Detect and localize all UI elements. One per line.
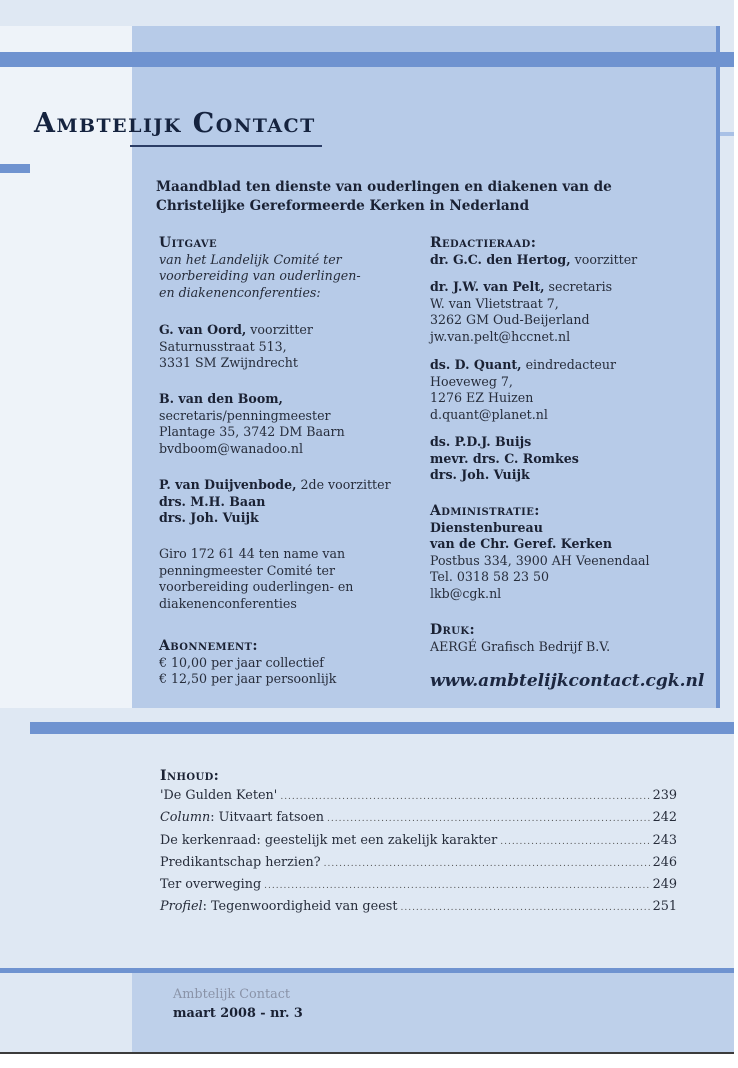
contact-name: G. van Oord, [159,322,247,337]
abonnement-heading: Abonnement: [159,638,258,654]
toc-page-number: 243 [652,832,677,848]
contact-van-pelt [430,279,710,345]
toc-item[interactable] [160,833,677,855]
toc-item-prefix: Profiel [160,899,203,915]
toc-leader-dots [280,792,649,802]
uitgave-intro-line: van het Landelijk Comité ter [159,251,342,267]
toc-item-prefix: Column [160,810,211,826]
contact-name: dr. G.C. den Hertog, [430,251,571,267]
toc-page-number: 246 [652,854,677,870]
member-name: mevr. drs. C. Romkes [430,450,579,466]
member-name: drs. Joh. Vuijk [159,510,259,525]
address-line: 3331 SM Zwijndrecht [159,355,298,370]
toc-item[interactable] [160,855,677,877]
giro-line: diakenenconferenties [159,595,297,611]
druk-line: AERGÉ Grafisch Bedrijf B.V. [430,638,611,654]
administratie-name: van de Chr. Geref. Kerken [430,536,613,551]
contact-van-duijvenbode [159,477,409,527]
contact-van-oord [159,322,409,372]
magazine-title: Ambtelijk Contact [34,108,316,139]
left-accent-tab [0,164,30,173]
address-line: W. van Vlietstraat 7, [430,295,559,311]
toc-leader-dots [400,903,649,913]
toc-page-number: 249 [652,877,677,893]
tagline: Maandblad ten dienste van ouderlingen en diakenen van de Christelijke Gereformeerde Kerken in Nederland [156,179,612,214]
contact-role: voorzitter [570,251,638,267]
address-line: 3262 GM Oud-Beijerland [430,312,590,327]
toc-leader-dots [324,859,650,869]
toc-page-number: 251 [652,899,677,915]
toc-leader-dots [500,837,649,847]
footer-title: Ambtelijk Contact [173,987,291,1002]
uitgave-section [159,235,409,301]
toc-item-title: Predikantschap herzien? [160,854,321,870]
address-line: Hoeveweg 7, [430,373,513,389]
email-link[interactable]: bvdboom@wanadoo.nl [159,440,304,456]
contact-role: 2de voorzitter [296,477,391,492]
giro-line: voorbereiding ouderlingen- en [159,579,354,594]
table-of-contents [160,788,677,922]
toc-item[interactable] [160,810,677,832]
giro-line: Giro 172 61 44 ten name van [159,546,346,561]
contact-name: P. van Duijvenbode, [159,477,297,492]
footer-accent-band [0,968,734,973]
toc-leader-dots [264,881,649,891]
middle-accent-band [30,722,734,734]
redactieraad-members [430,434,710,484]
email-link[interactable]: d.quant@planet.nl [430,406,548,422]
member-name: drs. Joh. Vuijk [430,467,530,482]
administratie-section [430,503,710,602]
website-link[interactable]: www.ambtelijkcontact.cgk.nl [430,671,705,691]
contact-name: B. van den Boom, [159,391,283,406]
member-name: drs. M.H. Baan [159,493,266,509]
toc-item-title: : Tegenwoordigheid van geest [202,899,398,915]
contact-role: voorzitter [246,322,313,337]
redactieraad-section [430,235,710,268]
member-name: ds. P.D.J. Buijs [430,434,532,449]
address-line: 1276 EZ Huizen [430,390,534,405]
address-line: Plantage 35, 3742 DM Baarn [159,424,345,439]
address-line: Saturnusstraat 513, [159,338,287,354]
uitgave-heading: Uitgave [159,235,218,251]
contact-name: dr. J.W. van Pelt, [430,279,545,294]
toc-item-title: 'De Gulden Keten' [160,788,278,803]
inhoud-heading: Inhoud: [160,768,220,784]
price-line: € 12,50 per jaar persoonlijk [159,671,337,686]
contact-role: secretaris [544,279,613,294]
toc-item[interactable] [160,877,677,899]
abonnement-section [159,638,409,688]
toc-page-number: 242 [652,810,677,826]
address-line: Postbus 334, 3900 AH Veenendaal [430,552,650,568]
toc-page-number: 239 [652,788,677,803]
price-line: € 10,00 per jaar collectief [159,654,324,670]
uitgave-intro-line: en diakenenconferenties: [159,284,321,300]
contact-name: ds. D. Quant, [430,357,522,372]
email-link[interactable]: jw.van.pelt@hccnet.nl [430,328,571,344]
administratie-name: Dienstenbureau [430,519,543,535]
toc-leader-dots [327,814,650,824]
contact-van-den-boom [159,391,409,457]
phone-line: Tel. 0318 58 23 50 [430,569,550,584]
druk-section [430,622,710,655]
footer-issue: maart 2008 - nr. 3 [173,1006,303,1021]
giro-line: penningmeester Comité ter [159,562,336,578]
email-link[interactable]: lkb@cgk.nl [430,585,502,601]
druk-heading: Druk: [430,622,476,638]
toc-item-title: Ter overweging [160,877,262,893]
redactieraad-heading: Redactieraad: [430,235,537,251]
title-underline [130,145,322,147]
toc-item-title: De kerkenraad: geestelijk met een zakelijk karakter [160,832,498,848]
toc-item-title: : Uitvaart fatsoen [210,810,325,826]
right-accent-tick [720,132,734,136]
contact-role: eindredacteur [521,357,616,372]
top-accent-band [0,52,734,67]
toc-item[interactable] [160,788,677,810]
contact-quant [430,357,710,423]
uitgave-intro-line: voorbereiding van ouderlingen- [159,268,361,283]
right-panel-edge [716,26,720,708]
administratie-heading: Administratie: [430,503,540,519]
giro-info [159,546,409,612]
address-line: secretaris/penningmeester [159,407,331,423]
toc-item[interactable] [160,899,677,921]
